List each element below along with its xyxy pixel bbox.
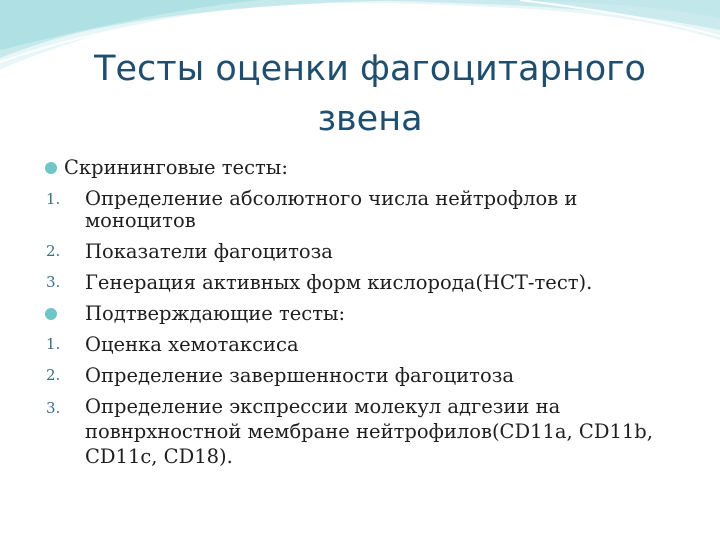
list-number: 1.: [46, 335, 61, 353]
title-line-2: звена: [317, 99, 423, 139]
list-item-confirm-2: 2. Определение завершенности фагоцитоза: [0, 360, 720, 391]
list-item-confirm-3: 3. Определение экспрессии молекул адгезии на повнрхностной мембране нейтрофилов(CD11a, CD11b, CD11c, CD18).: [46, 395, 653, 468]
bullet-icon: [45, 308, 57, 320]
list-number: 2.: [46, 242, 61, 260]
list-item-screening-1: 1. Определение абсолютного числа нейтрофлов и моноцитов: [46, 187, 578, 232]
list-item-confirm-header: Подтверждающие тесты:: [0, 298, 720, 329]
list-number: 2.: [46, 366, 61, 384]
list-item-screening-2: 2. Показатели фагоцитоза: [0, 236, 720, 267]
slide-content: [0, 152, 720, 469]
list-number: 1.: [46, 190, 61, 208]
list-item-screening-header: Скрининговые тесты:: [0, 152, 720, 183]
list-number: 3.: [46, 273, 61, 291]
list-item-confirm-1: 1. Оценка хемотаксиса: [0, 329, 720, 360]
list-number: 3.: [46, 399, 61, 417]
slide-title: [60, 44, 680, 144]
title-line-1: Тесты оценки фагоцитарного: [94, 49, 646, 89]
bullet-icon: [45, 162, 57, 174]
list-item-screening-3: 3. Генерация активных форм кислорода(НСТ-тест).: [0, 267, 720, 298]
